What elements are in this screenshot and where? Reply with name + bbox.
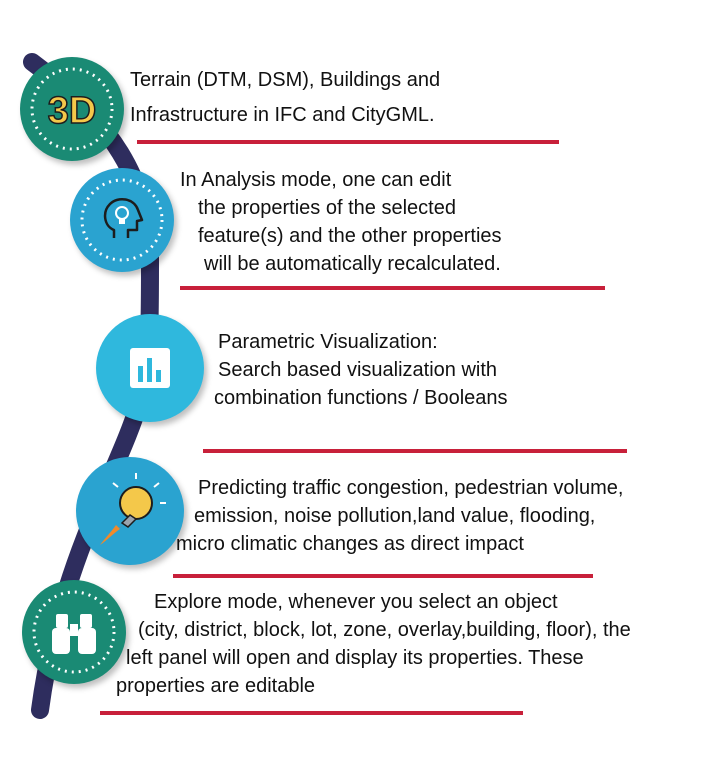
text-line: combination functions / Booleans: [214, 387, 508, 409]
bar-chart-icon: [96, 314, 204, 422]
text-line: Search based visualization with: [218, 359, 498, 381]
text-line: the properties of the selected: [198, 197, 456, 219]
text-line: Predicting traffic congestion, pedestrian volume,: [198, 477, 624, 499]
text-line: properties are editable: [116, 675, 316, 697]
lightbulb-rocket-icon: [76, 457, 184, 565]
divider-line: [203, 449, 627, 453]
head-lightbulb-icon: [70, 168, 174, 272]
circle-explore: [22, 580, 126, 684]
circle-predicting: [76, 457, 184, 565]
divider-line: [137, 140, 559, 144]
circle-3d: [20, 57, 124, 161]
divider-line: [173, 574, 593, 578]
text-line: Terrain (DTM, DSM), Buildings and: [130, 69, 441, 91]
text-line: emission, noise pollution,land value, flooding,: [194, 505, 596, 527]
text-line: feature(s) and the other properties: [198, 225, 502, 247]
item-parametric-text: [214, 328, 508, 412]
3d-text-icon: [20, 57, 124, 161]
divider-line: [100, 711, 523, 715]
circle-parametric: [96, 314, 204, 422]
item-3d-text: [130, 66, 440, 129]
item-predicting-text: [176, 474, 623, 558]
3d-icon-label: 3D: [47, 90, 97, 132]
text-line: Parametric Visualization:: [218, 331, 438, 353]
text-line: Infrastructure in IFC and CityGML.: [130, 104, 435, 126]
circle-analysis: [70, 168, 174, 272]
text-line: (city, district, block, lot, zone, overlay,building, floor), the: [138, 619, 631, 641]
item-analysis-text: [180, 166, 502, 278]
text-line: Explore mode, whenever you select an object: [154, 591, 558, 613]
item-explore-text: [116, 588, 631, 700]
text-line: micro climatic changes as direct impact: [176, 533, 524, 555]
binoculars-icon: [22, 580, 126, 684]
divider-line: [180, 286, 605, 290]
text-line: will be automatically recalculated.: [204, 253, 501, 275]
text-line: left panel will open and display its properties. These: [126, 647, 584, 669]
text-line: In Analysis mode, one can edit: [180, 169, 452, 191]
